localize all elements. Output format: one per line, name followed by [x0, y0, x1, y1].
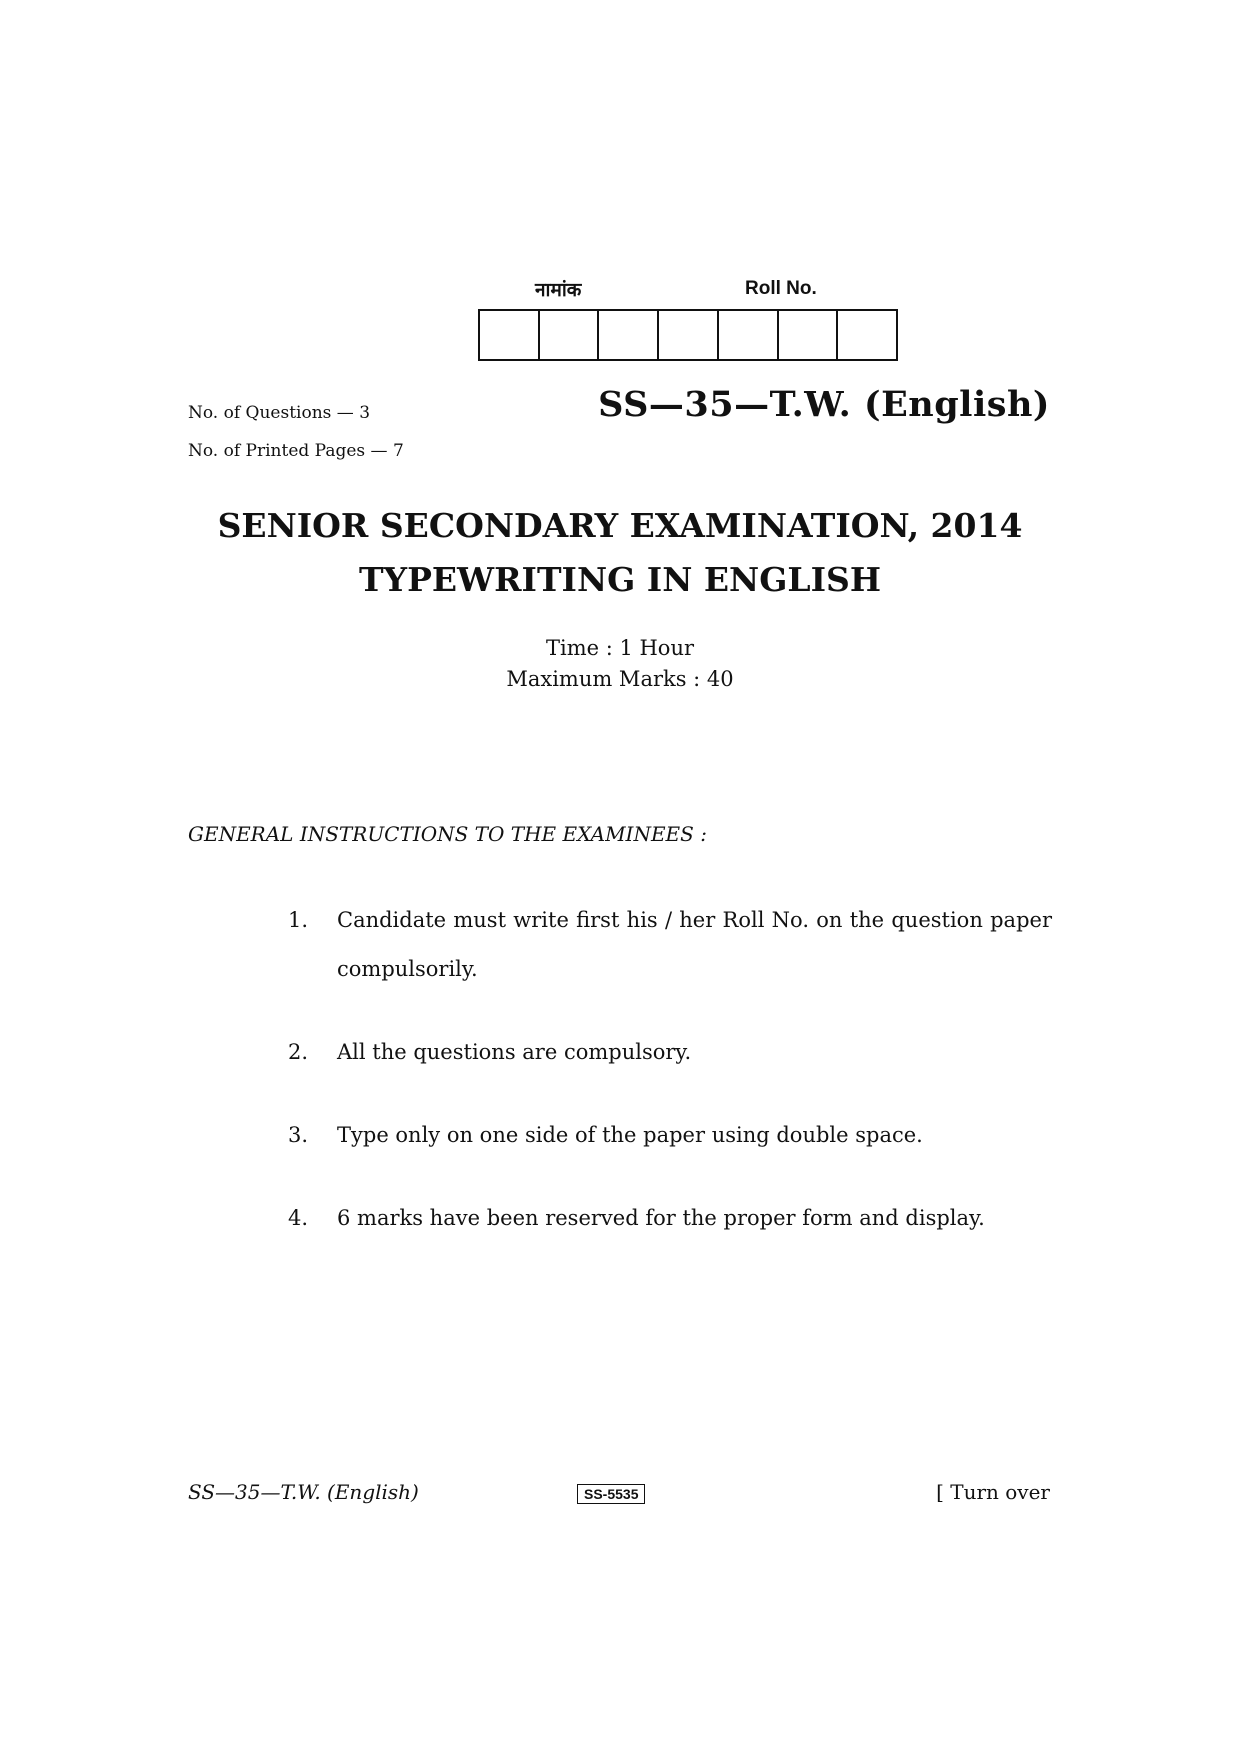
instruction-number: 4.: [288, 1206, 309, 1230]
instruction-item: [288, 896, 1052, 994]
paper-code: SS—35—T.W. (English): [598, 384, 1050, 425]
instruction-number: 3.: [288, 1123, 309, 1147]
instructions-heading: GENERAL INSTRUCTIONS TO THE EXAMINEES :: [188, 822, 707, 846]
number-of-questions: No. of Questions — 3: [188, 403, 371, 423]
number-of-pages: No. of Printed Pages — 7: [188, 441, 404, 461]
instruction-text: Type only on one side of the paper using double space.: [337, 1123, 923, 1147]
footer-paper-code: SS—35—T.W. (English): [188, 1480, 419, 1504]
instructions-list: [288, 896, 1052, 1243]
roll-box: [659, 311, 719, 359]
roll-box: [599, 311, 659, 359]
roll-box: [779, 311, 839, 359]
footer-booklet-code: SS-5535: [577, 1484, 645, 1504]
subject-title: TYPEWRITING IN ENGLISH: [358, 560, 882, 599]
roll-label-hindi: नामांक: [535, 279, 582, 301]
instruction-item: [288, 1111, 1052, 1160]
instruction-text: 6 marks have been reserved for the proper form and display.: [337, 1206, 985, 1230]
instruction-text: Candidate must write first his / her Roll No. on the question paper compulsorily.: [337, 908, 1052, 981]
exam-time: Time : 1 Hour: [545, 636, 695, 660]
instruction-item: [288, 1028, 1052, 1077]
instruction-item: [288, 1194, 1052, 1243]
roll-label-english: Roll No.: [745, 278, 817, 299]
roll-box: [719, 311, 779, 359]
roll-number-boxes: [478, 309, 898, 361]
roll-box: [838, 311, 896, 359]
maximum-marks: Maximum Marks : 40: [506, 667, 734, 691]
instruction-text: All the questions are compulsory.: [337, 1040, 692, 1064]
roll-box: [540, 311, 600, 359]
turn-over-note: [ Turn over: [936, 1480, 1050, 1504]
instruction-number: 1.: [288, 908, 309, 932]
exam-title: SENIOR SECONDARY EXAMINATION, 2014: [217, 506, 1023, 545]
instruction-number: 2.: [288, 1040, 309, 1064]
roll-box: [480, 311, 540, 359]
